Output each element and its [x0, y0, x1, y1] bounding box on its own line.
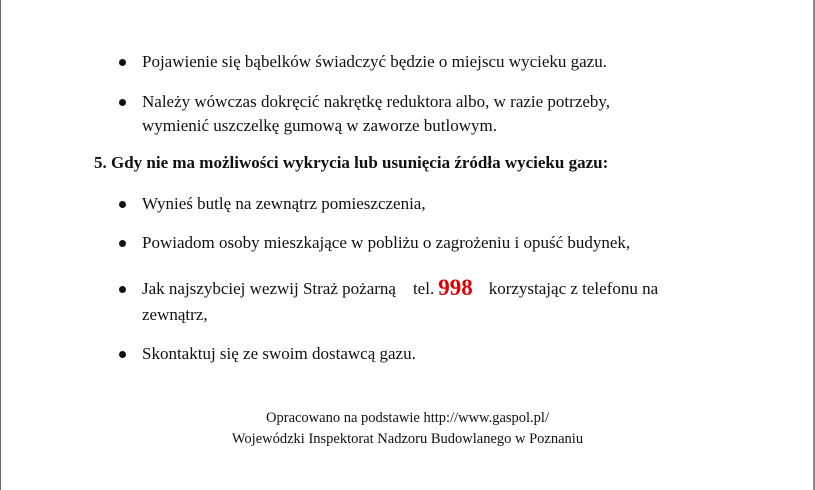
- bullet-text-remove-cylinder: Wynieś butlę na zewnątrz pomieszczenia,: [142, 194, 426, 213]
- bullet-icon: [119, 201, 126, 208]
- bullet-icon: [119, 286, 126, 293]
- phone-outside-text: korzystając z telefonu na: [488, 279, 659, 298]
- bullet-text-contact-supplier: Skontaktuj się ze swoim dostawcą gazu.: [142, 344, 416, 363]
- bullet-text-notify-residents: Powiadom osoby mieszkające w pobliżu o zagrożeniu i opuść budynek,: [142, 233, 631, 252]
- bullet-icon: [119, 59, 126, 66]
- section-heading: 5. Gdy nie ma możliwości wykrycia lub usunięcia źródła wycieku gazu:: [94, 153, 609, 172]
- call-fire-brigade-text: Jak najszybciej wezwij Straż pożarną: [142, 279, 396, 298]
- bullet-icon: [119, 240, 126, 247]
- bullet-icon: [119, 99, 126, 106]
- tel-label: tel.: [412, 279, 435, 298]
- bullet-text-tighten-line2: wymienić uszczelkę gumową w zaworze butlowym.: [142, 116, 497, 135]
- footer-institution: Wojewódzki Inspektorat Nadzoru Budowlanego w Poznaniu: [231, 431, 584, 447]
- bullet-text-bubbles: Pojawienie się bąbelków świadczyć będzie o miejscu wycieku gazu.: [142, 52, 607, 71]
- bullet-text-call-fire-brigade: [142, 275, 659, 300]
- bullet-text-call-continuation: zewnątrz,: [142, 305, 208, 324]
- bullet-text-tighten-line1: Należy wówczas dokręcić nakrętkę reduktora albo, w razie potrzeby,: [142, 92, 611, 111]
- footer-source: Opracowano na podstawie http://www.gaspol.pl/: [266, 410, 549, 426]
- emergency-number: 998: [438, 275, 473, 300]
- bullet-icon: [119, 351, 126, 358]
